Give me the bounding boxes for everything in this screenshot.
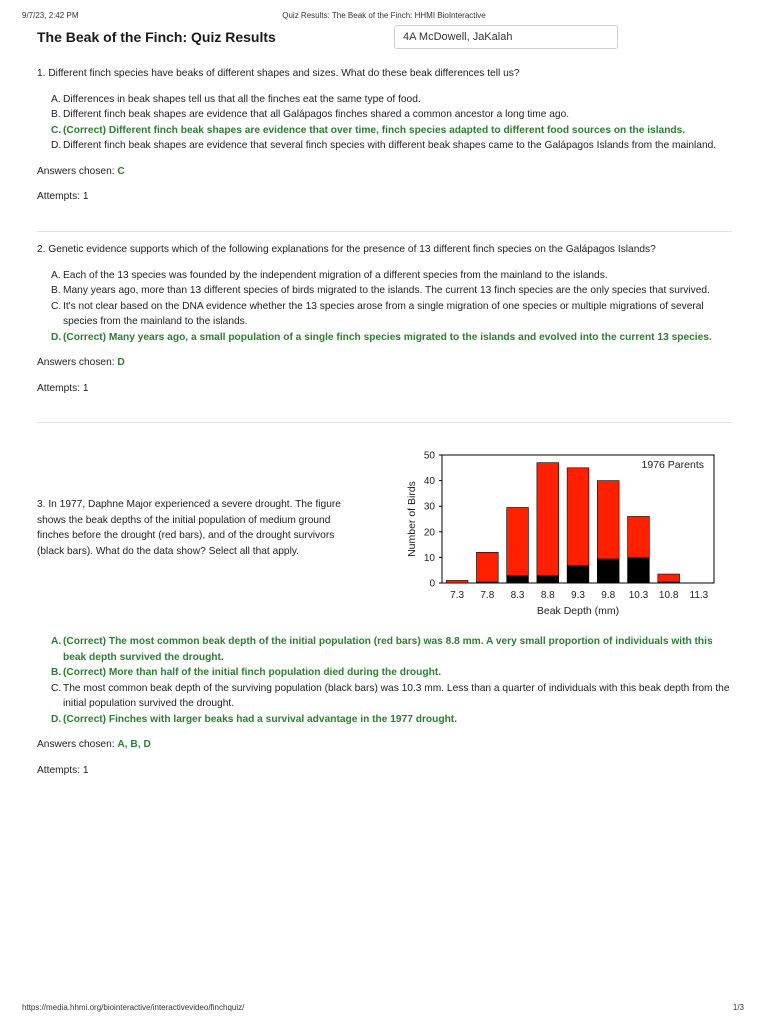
answers-value: A, B, D <box>117 739 151 750</box>
question-3-text: 3. In 1977, Daphne Major experienced a severe drought. The figure shows the beak depths of the initial population of medium ground finches before the drought (red bars), and of the drought survivors (black bars). What do the data show? Select all that apply. <box>37 499 341 557</box>
black-bar <box>507 575 529 583</box>
choice-letter: C. <box>51 682 62 694</box>
attempts: Attempts: 1 <box>37 191 89 202</box>
attempts: Attempts: 1 <box>37 382 89 394</box>
y-tick-label: 20 <box>423 527 435 539</box>
page-title: The Beak of the Finch: Quiz Results <box>37 29 276 45</box>
x-tick-label: 9.8 <box>601 590 616 601</box>
black-bar <box>476 582 498 583</box>
red-bar <box>658 574 680 583</box>
choice-letter: A. <box>51 269 61 281</box>
choice-a <box>37 268 732 284</box>
choice-list <box>37 634 732 727</box>
choice-d <box>37 712 732 728</box>
y-tick-label: 10 <box>423 552 435 564</box>
red-bar <box>537 463 559 583</box>
question-2 <box>37 242 732 396</box>
choice-list <box>37 268 732 346</box>
choice-text: (Correct) Many years ago, a small population of a single finch species migrated to the islands and evolved into the current 13 species. <box>63 331 712 343</box>
choice-b <box>37 665 732 681</box>
choice-c <box>37 123 732 139</box>
red-bar <box>446 580 468 583</box>
red-bar <box>507 507 529 583</box>
black-bar <box>628 557 650 583</box>
question-text: 2. Genetic evidence supports which of the following explanations for the presence of 13 different finch species on the Galápagos Islands? <box>37 244 656 255</box>
answers-chosen <box>37 355 732 371</box>
choice-d <box>37 330 732 346</box>
y-tick-label: 0 <box>429 578 435 590</box>
y-axis-label: Number of Birds <box>406 481 418 557</box>
choice-c <box>37 299 732 330</box>
x-tick-label: 9.3 <box>571 590 585 601</box>
choice-text: Different finch beak shapes are evidence that several finch species with different beak shapes came to the Galápagos Islands from the mainland. <box>63 140 717 151</box>
x-axis-label: Beak Depth (mm) <box>536 605 620 617</box>
y-tick-label: 40 <box>423 476 435 488</box>
choice-letter: A. <box>51 636 62 647</box>
divider <box>37 231 732 232</box>
answers-chosen <box>37 164 732 180</box>
y-tick-label: 30 <box>423 501 435 513</box>
choice-letter: D. <box>51 713 62 725</box>
print-doc-title: Quiz Results: The Beak of the Finch: HHMI BioInteractive <box>282 11 486 20</box>
choice-text: It's not clear based on the DNA evidence whether the 13 species arose from a single migration of one species or multiple migrations of several species from the mainland to the islands. <box>63 300 704 327</box>
answers-value: C <box>117 165 125 177</box>
choice-letter: C. <box>51 300 62 312</box>
answers-label: Answers chosen: <box>37 165 118 177</box>
divider <box>37 422 732 423</box>
choice-text: Different finch beak shapes are evidence that all Galápagos finches shared a common ancestor a long time ago. <box>63 109 570 120</box>
choice-text: (Correct) More than half of the initial finch population died during the drought. <box>63 667 442 678</box>
answers-value: D <box>117 357 125 368</box>
choice-d <box>37 138 732 154</box>
print-date: 9/7/23, 2:42 PM <box>22 11 79 20</box>
x-tick-label: 10.3 <box>628 590 649 601</box>
choice-b <box>37 283 732 299</box>
footer-url[interactable]: https://media.hhmi.org/biointeractive/interactivevideo/finchquiz/ <box>22 1003 245 1012</box>
choice-letter: B. <box>51 285 61 296</box>
question-3 <box>37 634 732 778</box>
beak-depth-chart <box>398 438 730 618</box>
black-bar <box>537 575 559 583</box>
answers-chosen <box>37 737 732 753</box>
black-bar <box>567 565 589 583</box>
x-tick-label: 7.3 <box>450 590 465 601</box>
x-tick-label: 11.3 <box>689 590 709 601</box>
chart-svg <box>398 438 730 618</box>
question-1 <box>37 66 732 205</box>
chart-annotation: 1976 Parents <box>641 459 704 471</box>
choice-text: Each of the 13 species was founded by the independent migration of a different species from the mainland to the islands. <box>63 269 608 281</box>
student-name-field[interactable]: 4A McDowell, JaKalah <box>394 25 618 49</box>
choice-text: The most common beak depth of the surviving population (black bars) was 10.3 mm. Less than a quarter of individuals with this beak depth from the initial population survived the drought. <box>63 682 730 709</box>
choice-text: Differences in beak shapes tell us that all the finches eat the same type of food. <box>63 93 421 105</box>
choice-list <box>37 92 732 154</box>
x-tick-label: 7.8 <box>480 590 495 601</box>
choice-text: Many years ago, more than 13 different species of birds migrated to the islands. The current 13 finch species are the only species that survived. <box>63 285 710 296</box>
choice-b <box>37 107 732 123</box>
choice-letter: C. <box>51 124 62 136</box>
choice-letter: D. <box>51 331 62 343</box>
choice-letter: B. <box>51 109 61 120</box>
black-bar <box>658 582 680 583</box>
red-bar <box>476 552 498 583</box>
choice-a <box>37 634 732 665</box>
choice-letter: B. <box>51 667 62 678</box>
x-tick-label: 8.8 <box>540 590 555 601</box>
answers-label: Answers chosen: <box>37 357 118 368</box>
page-number: 1/3 <box>732 1003 744 1012</box>
y-tick-label: 50 <box>423 450 435 462</box>
x-tick-label: 8.3 <box>510 590 525 601</box>
black-bar <box>597 559 619 583</box>
choice-letter: A. <box>51 93 61 105</box>
x-tick-label: 10.8 <box>658 590 679 601</box>
attempts: Attempts: 1 <box>37 764 89 776</box>
choice-c <box>37 681 732 712</box>
choice-letter: D. <box>51 140 62 151</box>
question-text: 1. Different finch species have beaks of different shapes and sizes. What do these beak differences tell us? <box>37 68 520 79</box>
choice-a <box>37 92 732 108</box>
choice-text: (Correct) Finches with larger beaks had a survival advantage in the 1977 drought. <box>63 713 458 725</box>
choice-text: (Correct) The most common beak depth of the initial population (red bars) was 8.8 mm. A very small proportion of individuals with this beak depth survived the drought. <box>63 636 713 663</box>
answers-label: Answers chosen: <box>37 739 118 750</box>
choice-text: (Correct) Different finch beak shapes are evidence that over time, finch species adapted to different food sources on the islands. <box>63 124 686 136</box>
